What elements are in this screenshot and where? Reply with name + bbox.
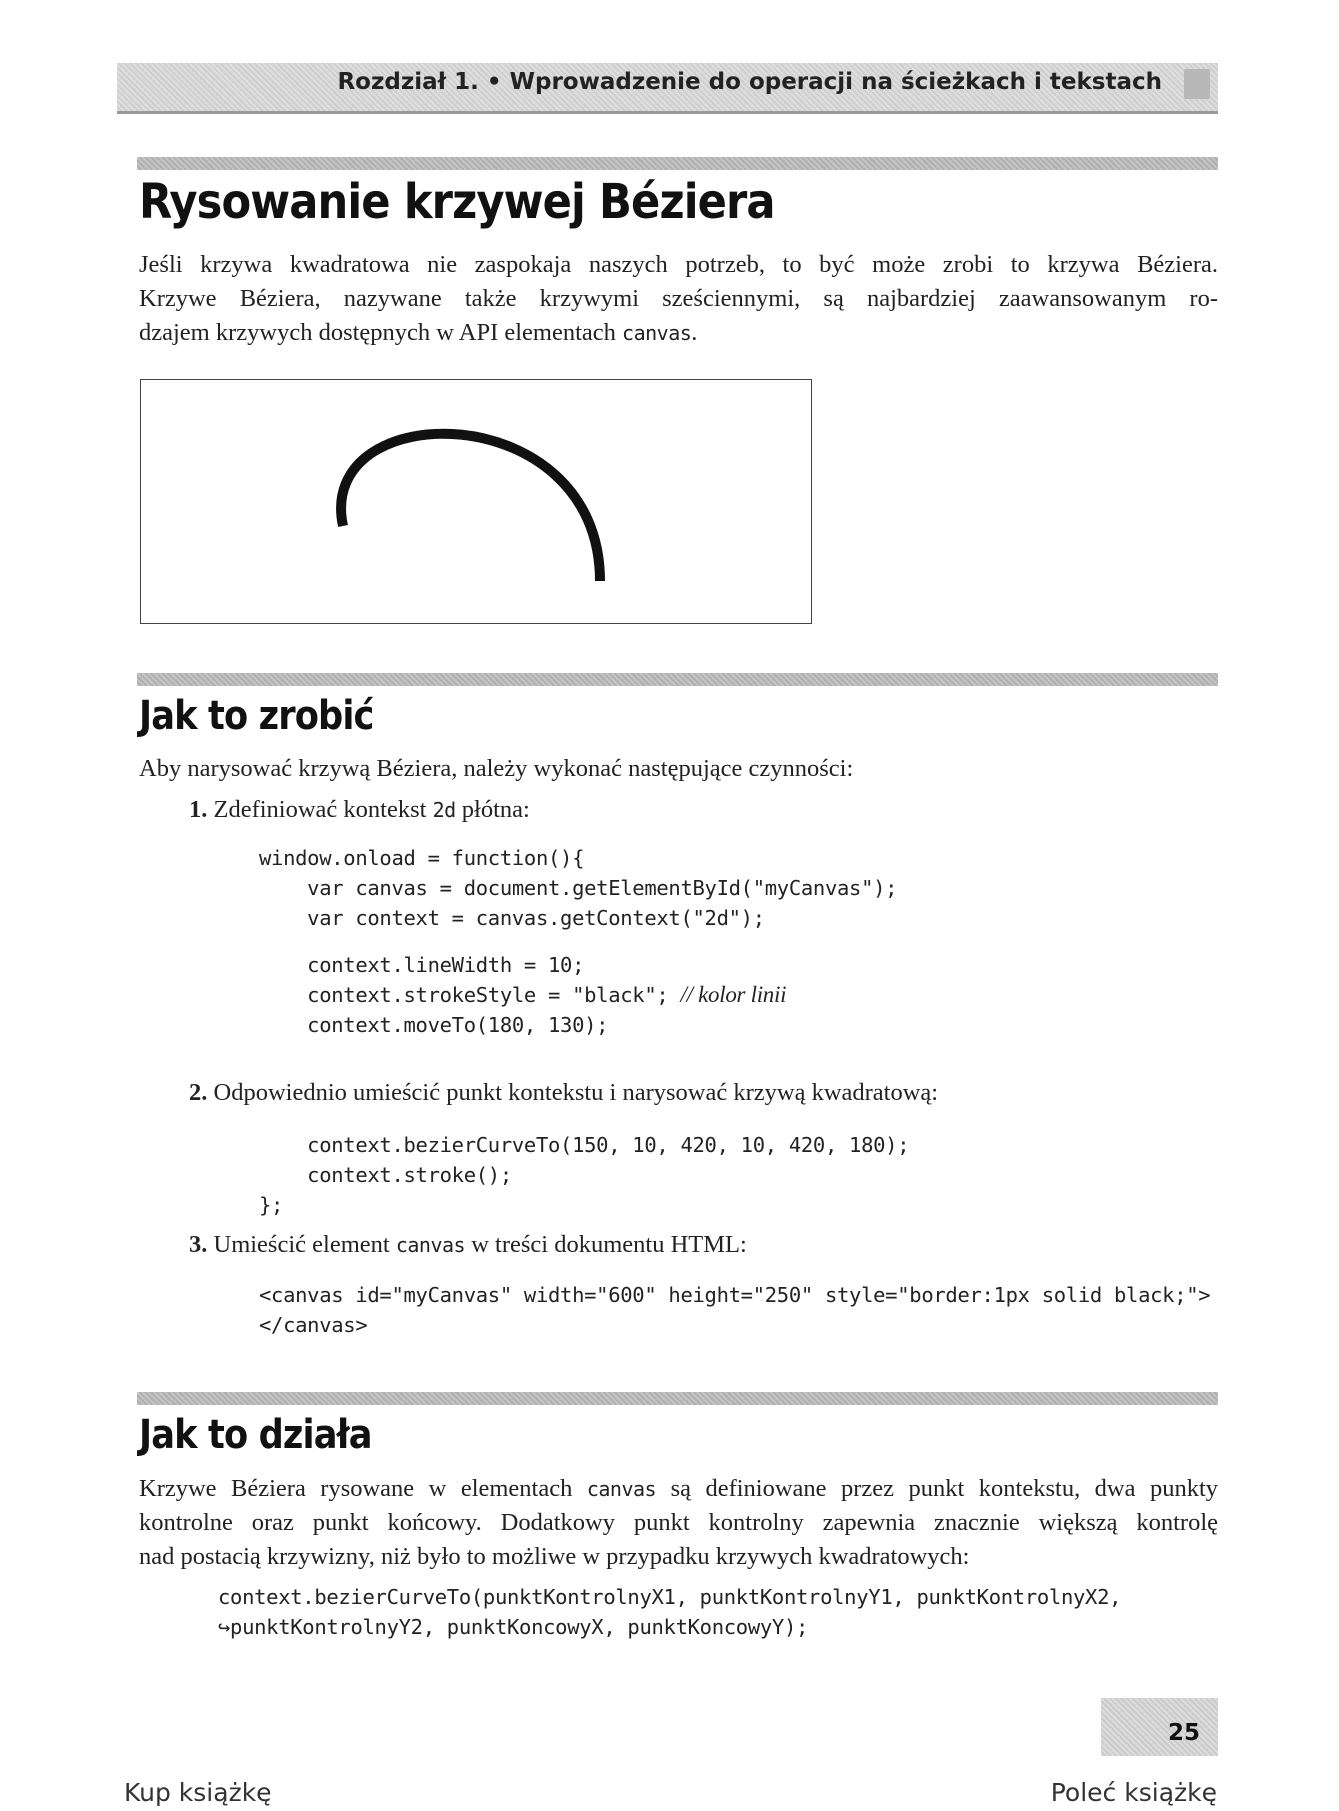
code-line: var context = canvas.getContext("2d"); — [259, 906, 765, 930]
how-it-works-paragraph — [139, 1472, 1218, 1574]
code-line: context.strokeStyle = "black"; — [259, 983, 681, 1007]
step-1 — [189, 796, 530, 824]
code-block-2 — [259, 950, 786, 1040]
inline-code: canvas — [395, 1233, 466, 1257]
bezier-curve-figure — [141, 380, 811, 623]
code-comment: // kolor linii — [680, 982, 787, 1007]
step-text: Odpowiednio umieścić punkt kontekstu i narysować krzywą kwadratową: — [213, 1079, 939, 1106]
para-line-3: nad postacią krzywizny, niż było to możliwe w przypadku krzywych kwadratowych: — [139, 1543, 970, 1570]
step-3 — [189, 1231, 747, 1259]
page-number: 25 — [1167, 1720, 1200, 1746]
para-line-1-start: Krzywe Béziera rysowane w elementach — [139, 1475, 587, 1502]
intro-line-3 — [139, 316, 1218, 350]
buy-book-link[interactable]: Kup książkę — [124, 1778, 272, 1807]
section-rule — [137, 1392, 1218, 1405]
page-number-badge — [1101, 1698, 1218, 1756]
para-line-1 — [139, 1472, 1218, 1506]
step-text: Zdefiniować kontekst — [213, 796, 433, 823]
step-number: 3. — [189, 1231, 208, 1258]
steps-lead: Aby narysować krzywą Béziera, należy wykonać następujące czynności: — [139, 755, 854, 782]
code-block-4 — [259, 1280, 1210, 1340]
section-title-how-to: Jak to zrobić — [139, 693, 374, 739]
section-title-how-it-works: Jak to działa — [139, 1412, 372, 1458]
header-tab-marker — [1184, 69, 1210, 99]
code-line: context.stroke(); — [259, 1163, 512, 1187]
code-line: context.bezierCurveTo(150, 10, 420, 10, 420, 180); — [259, 1133, 910, 1157]
step-number: 1. — [189, 796, 208, 823]
code-line: </canvas> — [259, 1313, 368, 1337]
code-line: }; — [259, 1193, 284, 1217]
code-line: window.onload = function(){ — [259, 846, 585, 870]
intro-line-2: Krzywe Béziera, nazywane także krzywymi sześciennymi, są najbardziej zaawansowanym ro- — [139, 285, 1218, 312]
code-block-3 — [259, 1130, 909, 1220]
intro-line-1: Jeśli krzywa kwadratowa nie zaspokaja naszych potrzeb, to być może zrobi to krzywa Béziera. — [139, 251, 1218, 278]
bezier-curve — [341, 434, 600, 581]
code-line: var canvas = document.getElementById("myCanvas"); — [259, 876, 898, 900]
inline-code: 2d — [432, 798, 456, 822]
step-number: 2. — [189, 1079, 208, 1106]
canvas-figure — [140, 379, 812, 624]
chapter-title: Rozdział 1. • Wprowadzenie do operacji na ścieżkach i tekstach — [337, 69, 1162, 95]
section-rule — [137, 673, 1218, 686]
para-line-1-end: są definiowane przez punkt kontekstu, dwa punkty — [656, 1475, 1219, 1502]
step-text: Umieścić element — [213, 1231, 396, 1258]
recommend-book-link[interactable]: Poleć książkę — [1050, 1778, 1217, 1807]
code-line: <canvas id="myCanvas" width="600" height="250" style="border:1px solid black;"> — [259, 1283, 1211, 1307]
intro-paragraph — [139, 248, 1218, 350]
code-block-5 — [218, 1582, 1121, 1642]
code-line: context.lineWidth = 10; — [259, 953, 585, 977]
step-text-end: w treści dokumentu HTML: — [465, 1231, 747, 1258]
code-block-1 — [259, 843, 897, 933]
step-2 — [189, 1079, 938, 1107]
code-line: context.bezierCurveTo(punktKontrolnyX1, punktKontrolnyY1, punktKontrolnyX2, — [218, 1585, 1122, 1609]
inline-code: canvas — [622, 321, 692, 345]
code-line: ↪punktKontrolnyY2, punktKoncowyX, punktKoncowyY); — [218, 1615, 809, 1639]
section-rule — [137, 157, 1218, 170]
inline-code: canvas — [586, 1477, 657, 1501]
intro-line-3-text: dzajem krzywych dostępnych w API elementach — [139, 319, 623, 346]
step-text-end: płótna: — [455, 796, 530, 823]
code-line: context.moveTo(180, 130); — [259, 1013, 609, 1037]
running-header — [117, 63, 1218, 114]
section-title-bezier: Rysowanie krzywej Béziera — [139, 174, 775, 230]
intro-line-3-end: . — [691, 319, 698, 346]
para-line-2: kontrolne oraz punkt końcowy. Dodatkowy punkt kontrolny zapewnia znacznie większą kontrolę — [139, 1509, 1218, 1536]
